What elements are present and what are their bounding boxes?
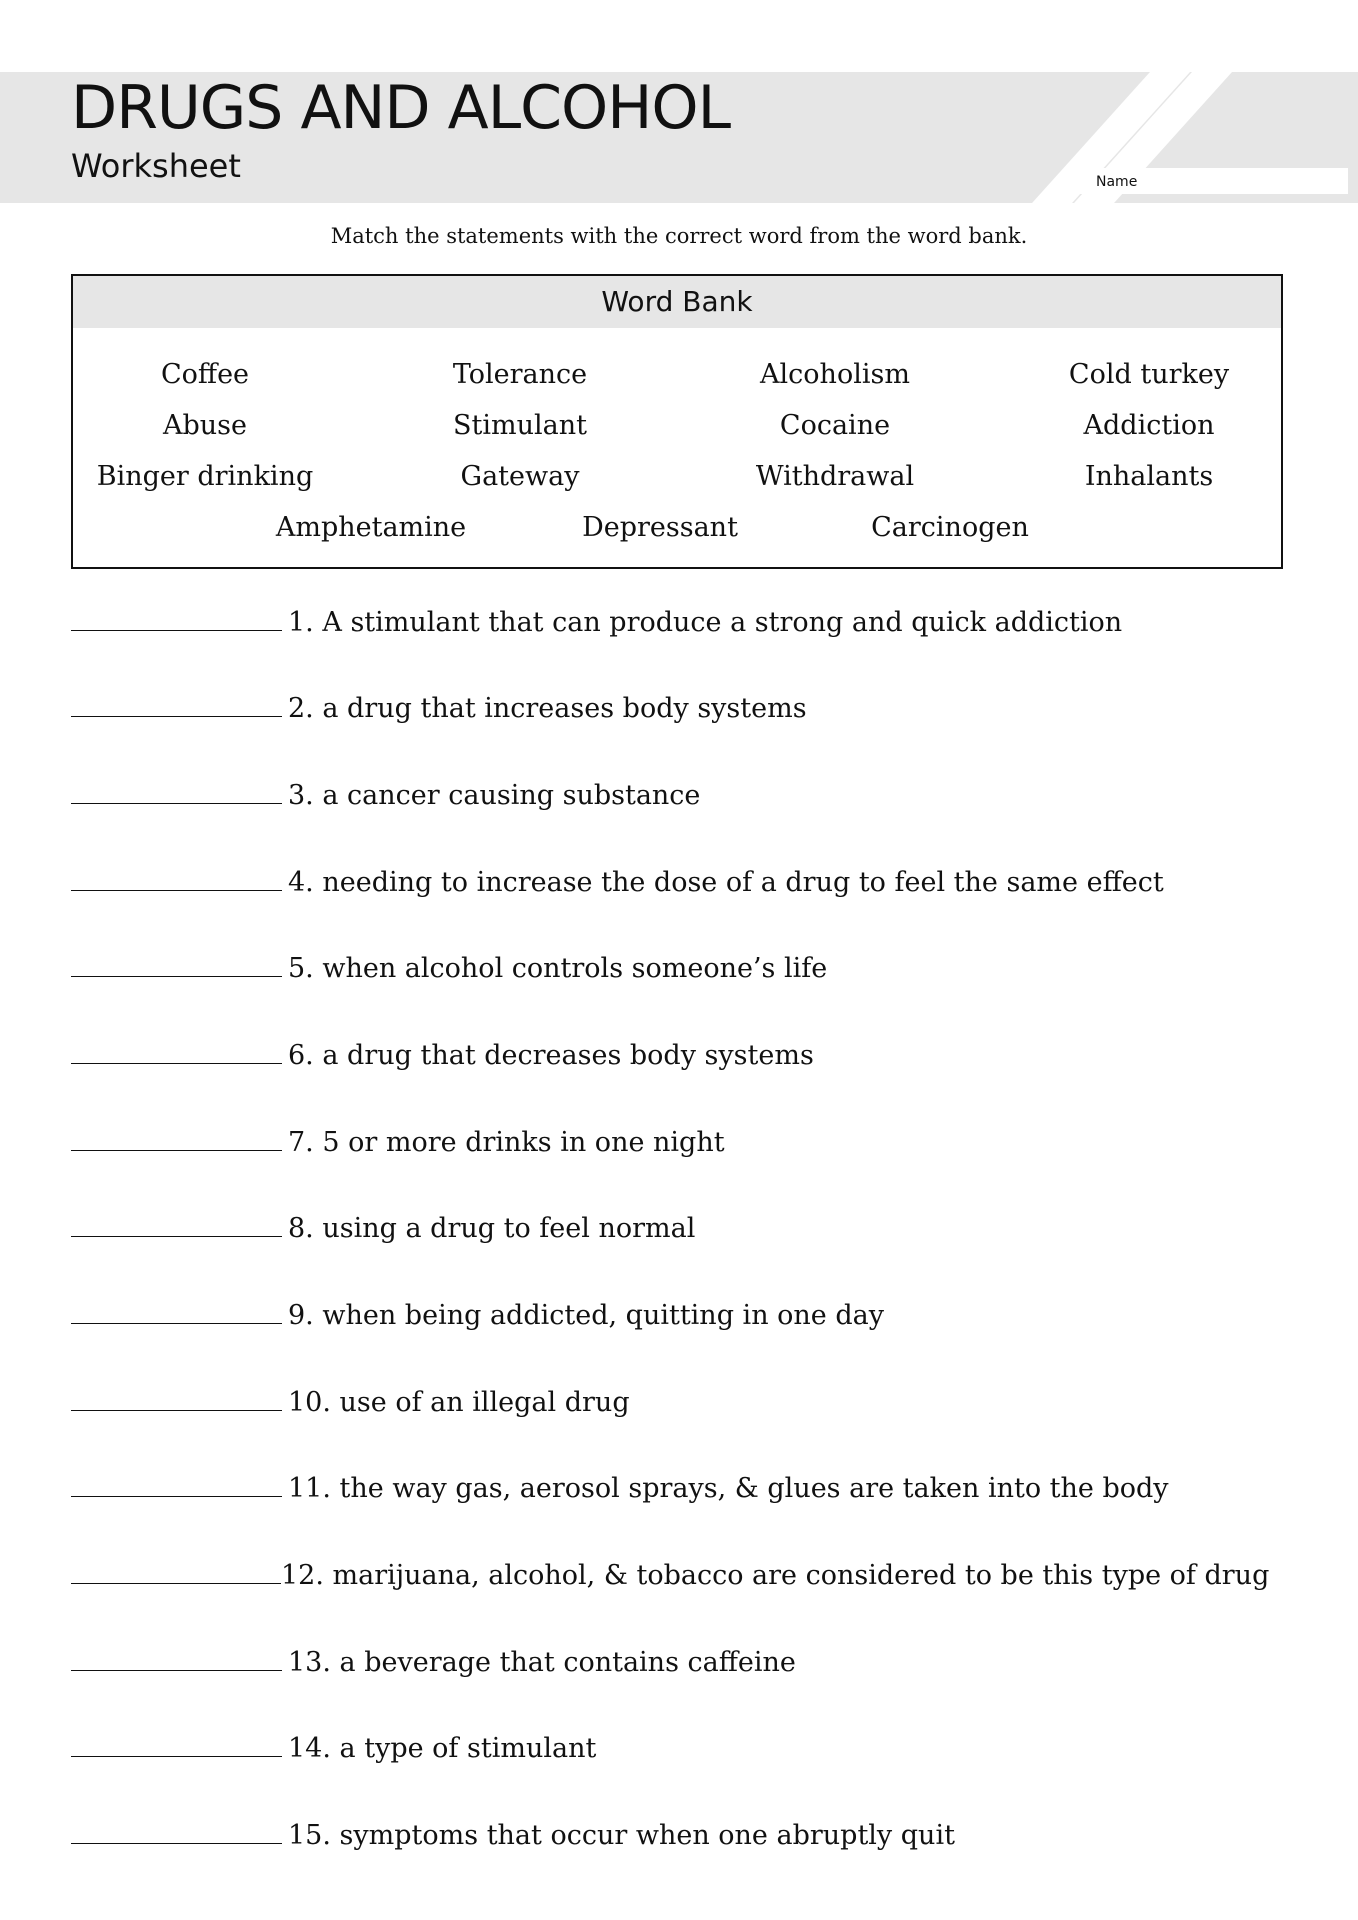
question-row <box>71 1642 796 1678</box>
answer-blank[interactable] <box>71 1468 282 1497</box>
word-bank-word: Depressant <box>582 512 738 543</box>
question-number: 11. <box>288 1473 331 1504</box>
question-text: use of an illegal drug <box>339 1387 630 1418</box>
word-bank-word: Abuse <box>162 410 247 441</box>
question-text: symptoms that occur when one abruptly quit <box>339 1820 955 1851</box>
question-row <box>71 1728 596 1764</box>
question-number: 12. <box>281 1560 324 1591</box>
word-bank-word: Inhalants <box>1084 461 1214 492</box>
question-row <box>71 688 807 724</box>
name-label: Name <box>1096 174 1138 190</box>
worksheet-title: DRUGS AND ALCOHOL <box>71 73 731 143</box>
question-text: using a drug to feel normal <box>322 1213 696 1244</box>
question-text: needing to increase the dose of a drug to feel the same effect <box>322 867 1164 898</box>
question-number: 13. <box>288 1647 331 1678</box>
question-text: the way gas, aerosol sprays, & glues are taken into the body <box>339 1473 1169 1504</box>
question-number: 5. <box>288 953 314 984</box>
instructions: Match the statements with the correct word from the word bank. <box>330 224 1028 248</box>
question-text: when being addicted, quitting in one day <box>322 1300 885 1331</box>
answer-blank[interactable] <box>71 1035 282 1064</box>
question-number: 8. <box>288 1213 314 1244</box>
answer-blank[interactable] <box>71 775 282 804</box>
question-row <box>71 1295 884 1331</box>
answer-blank[interactable] <box>71 602 282 631</box>
question-number: 15. <box>288 1820 331 1851</box>
word-bank-word: Alcoholism <box>760 359 910 390</box>
question-text: a cancer causing substance <box>322 780 701 811</box>
question-number: 9. <box>288 1300 314 1331</box>
answer-blank[interactable] <box>71 948 282 977</box>
answer-blank[interactable] <box>71 1208 282 1237</box>
answer-blank[interactable] <box>71 862 282 891</box>
word-bank-word: Withdrawal <box>755 461 915 492</box>
question-number: 3. <box>288 780 314 811</box>
question-row <box>71 1208 695 1244</box>
word-bank-word: Gateway <box>460 461 580 492</box>
answer-blank[interactable] <box>71 1815 282 1844</box>
question-number: 14. <box>288 1733 331 1764</box>
word-bank-word: Cold turkey <box>1068 359 1230 390</box>
question-number: 7. <box>288 1127 314 1158</box>
question-row <box>71 1122 725 1158</box>
question-text: 5 or more drinks in one night <box>322 1127 725 1158</box>
answer-blank[interactable] <box>71 1122 282 1151</box>
worksheet-header <box>0 72 1358 203</box>
question-text: when alcohol controls someone’s life <box>322 953 828 984</box>
worksheet-subtitle: Worksheet <box>71 147 241 185</box>
question-text: a type of stimulant <box>339 1733 597 1764</box>
answer-blank[interactable] <box>71 688 282 717</box>
word-bank-word: Amphetamine <box>275 512 467 543</box>
name-field[interactable] <box>1076 168 1348 194</box>
question-row <box>71 1035 814 1071</box>
question-number: 6. <box>288 1040 314 1071</box>
question-number: 10. <box>288 1387 331 1418</box>
question-row <box>71 1815 955 1851</box>
word-bank-word: Addiction <box>1083 410 1215 441</box>
question-row <box>71 862 1164 898</box>
question-text: a beverage that contains caffeine <box>339 1647 796 1678</box>
word-bank-word: Coffee <box>160 359 250 390</box>
answer-blank[interactable] <box>71 1642 282 1671</box>
question-row <box>71 1382 630 1418</box>
word-bank-word: Carcinogen <box>871 512 1029 543</box>
word-bank-word: Binger drinking <box>96 461 314 492</box>
answer-blank[interactable] <box>71 1555 281 1584</box>
answer-blank[interactable] <box>71 1728 282 1757</box>
question-number: 4. <box>288 867 314 898</box>
question-text: marijuana, alcohol, & tobacco are considered to be this type of drug <box>332 1560 1270 1591</box>
word-bank-heading: Word Bank <box>73 276 1281 328</box>
question-row <box>71 948 827 984</box>
answer-blank[interactable] <box>71 1295 282 1324</box>
question-row <box>71 1555 1269 1591</box>
word-bank-word: Stimulant <box>453 410 587 441</box>
word-bank-word: Tolerance <box>452 359 588 390</box>
question-row <box>71 775 700 811</box>
question-row <box>71 1468 1169 1504</box>
answer-blank[interactable] <box>71 1382 282 1411</box>
question-row <box>71 602 1122 638</box>
word-bank-word: Cocaine <box>779 410 891 441</box>
word-bank <box>71 274 1283 569</box>
question-number: 1. <box>288 607 314 638</box>
question-text: A stimulant that can produce a strong and quick addiction <box>322 607 1123 638</box>
question-number: 2. <box>288 693 314 724</box>
question-text: a drug that decreases body systems <box>322 1040 814 1071</box>
question-text: a drug that increases body systems <box>322 693 807 724</box>
